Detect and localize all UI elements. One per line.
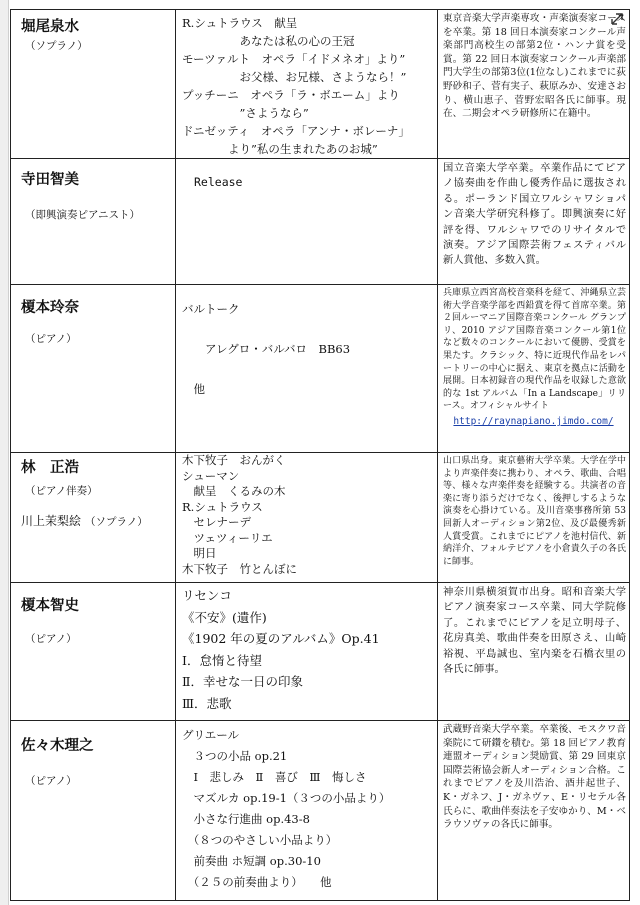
- performer-name: 榎本玲奈: [21, 300, 79, 316]
- table-row: [11, 453, 630, 583]
- bio-text: 兵庫県立西宮高校音楽科を経て、沖縄県立芸術大学音楽学部を西鉛賞を得て首席卒業。第２回ルーマニア国際音楽コンクール グランプリ、2010 アジア国際音楽コンクール第1位など数々のコンクールにおいて優勝、受賞を果たす。クラシック、特に近現代作品をレパートリーの中心に据え、東京を拠点に活動を展開。日本初録音の現代作品を収録した意欲的な 1st アルバム「In a Landscape」リリース。オフィシャルサイト: [443, 288, 626, 412]
- performer-role: （ピアノ）: [25, 633, 77, 645]
- bio-text: 国立音楽大学卒業。卒業作品にてピアノ協奏曲を作曲し優秀作品に選抜される。ポーランド国立ワルシャワショパン音楽大学研究科修了。即興演奏に好評を得、ワルシャワでのリサイタルで演奏。アジア国際芸術フェスティバル新人賞他、多数入賞。: [443, 162, 626, 267]
- repertoire-cell: [176, 583, 438, 721]
- performer-name: 寺田智美: [21, 172, 79, 188]
- repertoire-cell: [176, 721, 438, 901]
- table-row: [11, 721, 630, 901]
- bio-text: 山口県出身。東京藝術大学卒業。大学在学中より声楽伴奏に携わり、オペラ、歌曲、合唱等、様々な声楽伴奏を経験する。共演者の音楽に寄り添うだけでなく、後押しするような演奏を心掛けている。及川音楽事務所第 53 回新人オーディション第2位、及び最優秀新人賞受賞。これまでにピアノを池村信代、新納洋介、フォルテピアノを小倉貴久子の各氏に師事。: [443, 456, 626, 567]
- secondary-name: 川上茉梨絵: [21, 514, 82, 528]
- performer-name-secondary: [21, 512, 175, 529]
- performer-cell: [11, 10, 176, 159]
- table-row: [11, 285, 630, 453]
- performer-cell: [11, 583, 176, 721]
- repertoire-text: R.シュトラウス 献呈 あなたは私の心の王冠 モーツァルト オペラ「イドメネオ」より” お父様、お兄様、さようなら！” プッチーニ オペラ「ラ・ボエーム」より ”さようなら” ドニゼッティ オペラ「アンナ・ボレーナ」 より”私の生まれたあのお城”: [182, 16, 410, 156]
- table-row: [11, 583, 630, 721]
- bio-text: 東京音楽大学声楽専攻・声楽演奏家コースを卒業。第 18 回日本演奏家コンクール声楽部門高校生の部第2位・ハンナ賞を受賞。第 22 回日本演奏家コンクール声楽部門大学生の部第3位(1位なし)これまでに荻野砂和子、菅有実子、萩原みか、安達さおり、横山恵子、菅野宏昭各氏に師事。現在、二期会オペラ研修所に在籍中。: [443, 13, 626, 120]
- performer-name: 林 正浩: [21, 460, 79, 476]
- bio-cell: [438, 285, 630, 453]
- repertoire-cell: [176, 285, 438, 453]
- bio-cell: [438, 159, 630, 285]
- bio-cell: [438, 10, 630, 159]
- bio-text: 武蔵野音楽大学卒業。卒業後、モスクワ音楽院にて研鑽を積む。第 18 回ピアノ教育連盟オーディション奨励賞、第 29 回東京国際芸術協会新人オーディション合格。これまでピアノを及川浩治、酒井起世子、K・ガネフ、J・ガネヴァ、E・リセテル各氏らに、歌曲伴奏法を子安ゆかり、M・ベラウソヴァの各氏に師事。: [443, 724, 626, 831]
- performer-cell: [11, 453, 176, 583]
- performer-name: 佐々木理之: [21, 738, 94, 754]
- performer-cell: [11, 159, 176, 285]
- repertoire-text: リセンコ 《不安》(遺作) 《1902 年の夏のアルバム》Op.41 Ⅰ．怠惰と待望 Ⅱ．幸せな一日の印象 Ⅲ．悲歌: [182, 588, 380, 711]
- performer-role: （ソプラノ）: [25, 40, 88, 52]
- performer-role: （ピアノ伴奏）: [25, 485, 98, 497]
- performer-role: （ピアノ）: [25, 333, 77, 345]
- performer-role: （即興演奏ピアニスト）: [25, 209, 140, 221]
- performer-table: [10, 9, 630, 901]
- table-row: [11, 10, 630, 159]
- performer-cell: [11, 285, 176, 453]
- official-site-link[interactable]: http://raynapiano.jimdo.com/: [453, 415, 614, 427]
- bio-cell: [438, 721, 630, 901]
- repertoire-cell: [176, 10, 438, 159]
- performer-role: （ピアノ）: [25, 775, 77, 787]
- repertoire-text: バルトーク アレグロ・バルバロ BB63 他: [182, 302, 351, 396]
- bio-cell: [438, 583, 630, 721]
- secondary-role: （ソプラノ）: [85, 516, 148, 528]
- page-edge: [0, 0, 9, 905]
- repertoire-cell: [176, 159, 438, 285]
- performer-name: 榎本智史: [21, 598, 79, 614]
- repertoire-text: 木下牧子 おんがく シューマン 献呈 くるみの木 R.シュトラウス セレナーデ ツェツィーリエ 明日 木下牧子 竹とんぼに: [182, 453, 297, 576]
- repertoire-cell: [176, 453, 438, 583]
- bio-text: 神奈川県横須賀市出身。昭和音楽大学ピアノ演奏家コース卒業、同大学院修了。これまでにピアノを足立明母子、花房真美、歌曲伴奏を田原さえ、山崎裕視、平島誠也、室内楽を石橋衣里の各氏に師事。: [443, 586, 626, 676]
- bio-cell: [438, 453, 630, 583]
- performer-name: 堀尾泉水: [21, 19, 79, 35]
- table-row: [11, 159, 630, 285]
- repertoire-text: グリエール ３つの小品 op.21 Ⅰ 悲しみ Ⅱ 喜び Ⅲ 悔しさ マズルカ op.19-1（３つの小品より） 小さな行進曲 op.43-8 （８つのやさしい小品より） 前奏曲 ホ短調 op.30-10 （２５の前奏曲より） 他: [182, 728, 391, 889]
- repertoire-text: Release: [194, 175, 243, 189]
- performer-cell: [11, 721, 176, 901]
